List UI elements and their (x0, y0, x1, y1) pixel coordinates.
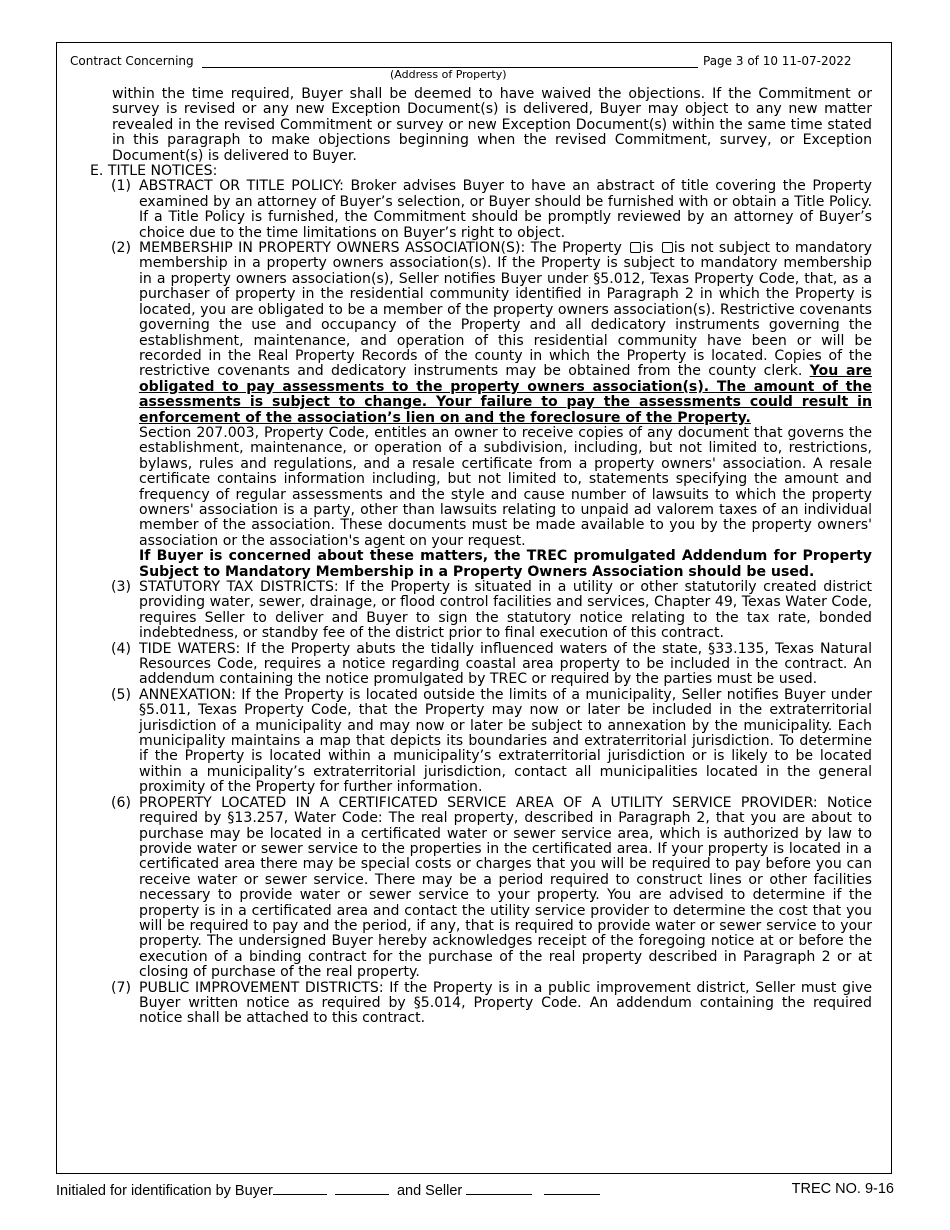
item-number: (3) (111, 579, 131, 595)
item-number: (7) (111, 979, 131, 996)
item-number: (5) (111, 686, 131, 703)
item-text: MEMBERSHIP IN PROPERTY OWNERS ASSOCIATION(S): The Property (139, 240, 622, 257)
section-e-heading: E. TITLE NOTICES: (90, 163, 218, 180)
contract-concerning-label: Contract Concerning (70, 54, 194, 68)
addendum-advice: If Buyer is concerned about these matters, the TREC promulgated Addendum for Property Subject to Mandatory Membership in a Property Owners Association should be used. (139, 548, 872, 580)
title-notice-6 (111, 796, 872, 981)
seller-initial-2[interactable] (544, 1181, 600, 1195)
is-checkbox[interactable] (630, 242, 641, 253)
assessment-warning: You are obligated to pay assessments to the property owners association(s). The amount of the assessments is subject to change. Your failure to pay the assessments could result in enforcement of the association’s lien on and the foreclosure of the Property. (139, 363, 872, 426)
section-207-text: Section 207.003, Property Code, entitles an owner to receive copies of any document that governs the establishment, maintenance, or operation of a subdivision, including, but not limited to, restrictions, bylaws, rules and regulations, and a resale certificate from a property owners' association. A resale certificate contains information including, but not limited to, statements specifying the amount and frequency of regular assessments and the style and cause number of lawsuits to which the property owners' association is a party, other than lawsuits relating to unpaid ad valorem taxes of an individual member of the association. These documents must be made available to you by the property owners' association or the association's agent on your request. (139, 424, 872, 549)
item-number: (2) (111, 240, 131, 257)
and-seller-label: and Seller (396, 1183, 463, 1199)
title-notice-1 (111, 179, 872, 241)
title-notice-2 (111, 241, 872, 580)
initialed-label: Initialed for identification by Buyer (56, 1183, 273, 1199)
item-text: PUBLIC IMPROVEMENT DISTRICTS: If the Property is in a public improvement district, Seller must give Buyer written notice as required by §5.014, Property Code. An addendum containing the required notice shall be attached to this contract. (139, 979, 872, 1027)
seller-initial-1[interactable] (466, 1181, 532, 1195)
item-text: ANNEXATION: If the Property is located outside the limits of a municipality, Seller notifies Buyer under §5.011, Texas Property Code, that the Property may now or later be included in the extraterritorial jurisdiction of a municipality and may now or later be subject to annexation by the municipality. Each municipality maintains a map that depicts its boundaries and extraterritorial jurisdiction. To determine if the Property is located within a municipality’s extraterritorial jurisdiction or is likely to be located within a municipality’s extraterritorial jurisdiction, contact all municipalities located in the general proximity of the Property for further information. (139, 686, 872, 796)
is-not-checkbox[interactable] (662, 242, 673, 253)
item-text: ABSTRACT OR TITLE POLICY: Broker advises Buyer to have an abstract of title covering the Property examined by an attorney of Buyer’s selection, or Buyer should be furnished with or obtain a Title Policy. If a Title Policy is furnished, the Commitment should be promptly reviewed by an attorney of Buyer’s choice due to the time limitations on Buyer’s right to object. (139, 178, 872, 241)
page-content (90, 87, 872, 1027)
page-number: Page 3 of 10 11-07-2022 (703, 54, 852, 68)
item-text: TIDE WATERS: If the Property abuts the tidally influenced waters of the state, §33.135, Texas Natural Resources Code, requires a notice regarding coastal area property to be included in the contract. An addendum containing the notice promulgated by TREC or required by the parties must be used. (139, 640, 872, 688)
buyer-initial-2[interactable] (335, 1181, 389, 1195)
item-text: STATUTORY TAX DISTRICTS: If the Property is situated in a utility or other statutorily created district providing water, sewer, drainage, or flood control facilities and services, Chapter 49, Texas Water Code, requires Seller to deliver and Buyer to sign the statutory notice relating to the tax rate, bonded indebtedness, or standby fee of the district prior to final execution of this contract. (139, 579, 872, 642)
item-number: (6) (111, 794, 131, 811)
is-not-label: is not subject to mandatory membership in a property owners association(s). If the Property is subject to mandatory membership in a property owners association(s), Seller notifies Buyer under §5.012, Texas Property Code, that, as a purchaser of property in the residential community identified in Paragraph 2 in which the Property is located, you are obligated to be a member of the property owners association(s). Restrictive covenants governing the use and occupancy of the Property and all dedicatory instruments governing the establishment, maintenance, and operation of this residential community have been or will be recorded in the Real Property Records of the county in which the Property is located. Copies of the restrictive covenants and dedicatory instruments may be obtained from the county clerk. (139, 240, 873, 380)
is-label: is (642, 240, 654, 257)
title-notice-5 (111, 688, 872, 796)
item-number: (4) (111, 640, 131, 657)
item-text: PROPERTY LOCATED IN A CERTIFICATED SERVICE AREA OF A UTILITY SERVICE PROVIDER: Notice required by §13.257, Water Code: The real property, described in Paragraph 2, that you are about to purchase may be located in a certificated water or sewer service area, which is authorized by law to provide water or sewer service to the properties in the certificated area. If your property is located in a certificated area there may be special costs or charges that you will be required to pay before you can receive water or sewer service. There may be a period required to construct lines or other facilities necessary to provide water or sewer service to your property. You are advised to determine if the property is in a certificated area and contact the utility service provider to determine the cost that you will be required to pay and the period, if any, that is required to provide water or sewer service to your property. The undersigned Buyer hereby acknowledges receipt of the foregoing notice at or before the execution of a binding contract for the purchase of the real property described in Paragraph 2 or at closing of purchase of the real property. (139, 794, 872, 981)
title-notice-3 (111, 580, 872, 642)
address-caption: (Address of Property) (390, 68, 507, 81)
buyer-initial-1[interactable] (273, 1181, 327, 1195)
title-notice-4 (111, 642, 872, 688)
title-notice-7 (111, 981, 872, 1027)
continuation-paragraph: within the time required, Buyer shall be deemed to have waived the objections. If the Commitment or survey is revised or any new Exception Document(s) is delivered, Buyer may object to any new matter revealed in the revised Commitment or survey or new Exception Document(s) within the same time stated in this paragraph to make objections beginning when the revised Commitment, survey, or Exception Document(s) is delivered to Buyer. (112, 86, 872, 164)
item-number: (1) (111, 178, 131, 195)
form-number: TREC NO. 9-16 (791, 1181, 894, 1197)
